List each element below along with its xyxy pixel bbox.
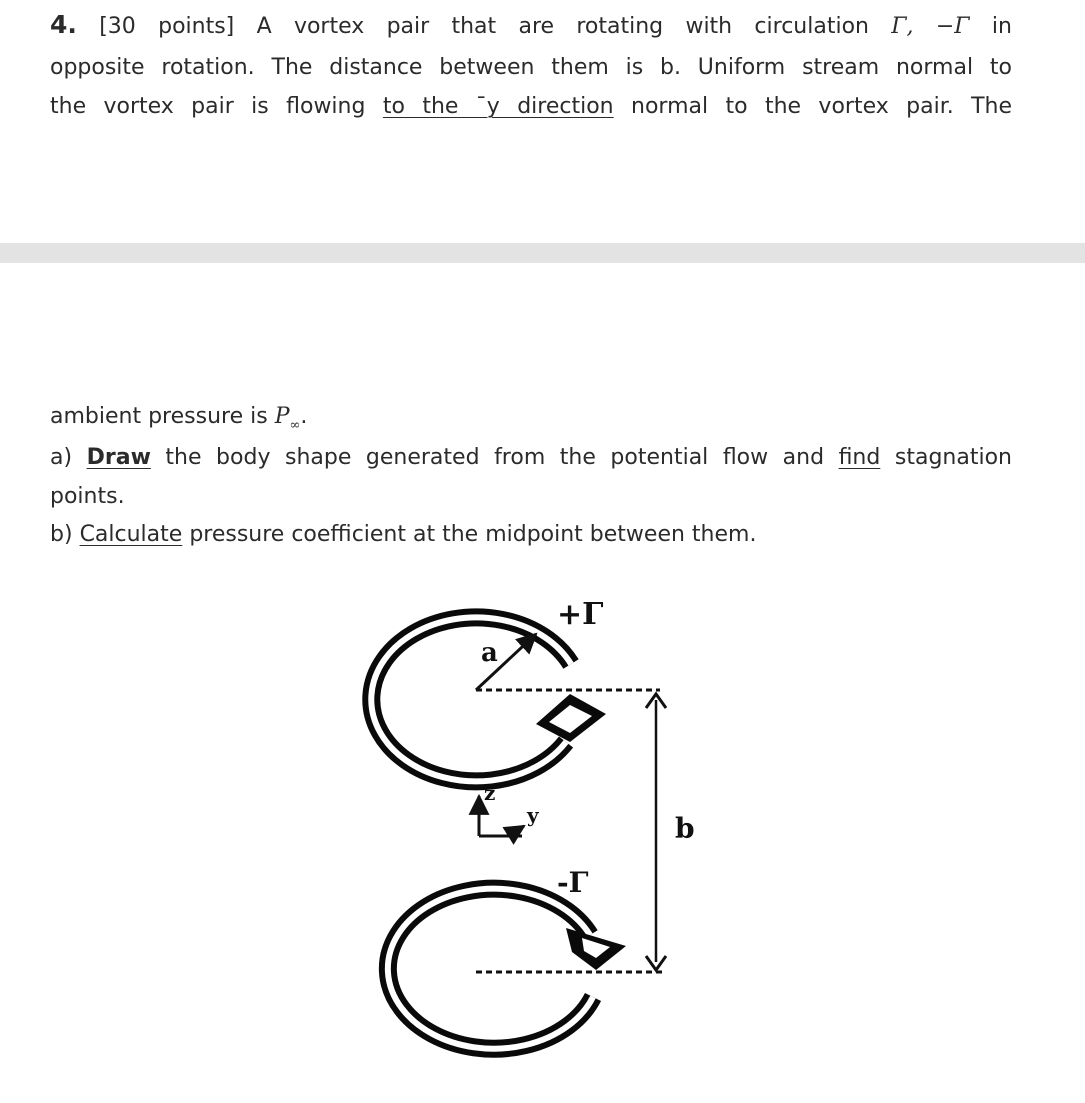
bottom-vortex-label: -Γ <box>557 866 589 899</box>
problem-line-1 <box>50 10 1012 42</box>
distance-label: b <box>675 812 695 845</box>
period: . <box>300 404 308 429</box>
part-b-line <box>50 520 1012 550</box>
vortex-pair-figure <box>0 580 1085 1080</box>
part-a-line-2 <box>50 482 1012 512</box>
page-separator <box>0 243 1085 263</box>
top-vortex-label: +Γ <box>557 597 604 632</box>
problem-text-3-end: normal to the vortex pair. The <box>631 94 1013 119</box>
axis-y-label: y <box>527 803 539 827</box>
problem-line-3 <box>50 92 1012 122</box>
axis-z-label: z <box>484 781 496 805</box>
problem-line-4 <box>50 402 1012 441</box>
problem-number: 4. <box>50 10 77 39</box>
part-a-line-1 <box>50 443 1012 473</box>
part-a-draw: Draw <box>86 445 151 470</box>
bottom-vortex <box>388 889 626 1049</box>
radius-label: a <box>481 638 498 668</box>
problem-text-1-end: in <box>991 14 1012 39</box>
part-b-text: pressure coefficient at the midpoint between them. <box>189 522 757 547</box>
neg-gamma-symbol: −Γ <box>935 14 970 39</box>
part-a-end: stagnation <box>894 445 1012 470</box>
problem-text-1: A vortex pair that are rotating with circulation <box>256 14 869 39</box>
problem-text-4: ambient pressure is <box>50 404 268 429</box>
problem-text-3: the vortex pair is flowing <box>50 94 366 119</box>
problem-line-2 <box>50 53 1012 83</box>
gamma-symbol: Γ, <box>891 14 914 39</box>
part-b-label: b) <box>50 522 73 547</box>
ambient-pressure-symbol: $P_\infty$ <box>274 404 301 433</box>
part-a-label: a) <box>50 445 73 470</box>
part-b-calculate: Calculate <box>79 522 183 547</box>
problem-text-2: opposite rotation. The distance between them is b. Uniform stream normal to <box>50 55 1012 80</box>
part-a-find: find <box>838 445 881 470</box>
part-a-text-2: points. <box>50 484 125 509</box>
distance-arrow <box>646 694 666 970</box>
part-a-text: the body shape generated from the potential flow and <box>165 445 825 470</box>
problem-points: [30 points] <box>99 14 235 39</box>
flow-direction-text: to the ¯y direction <box>382 94 614 119</box>
